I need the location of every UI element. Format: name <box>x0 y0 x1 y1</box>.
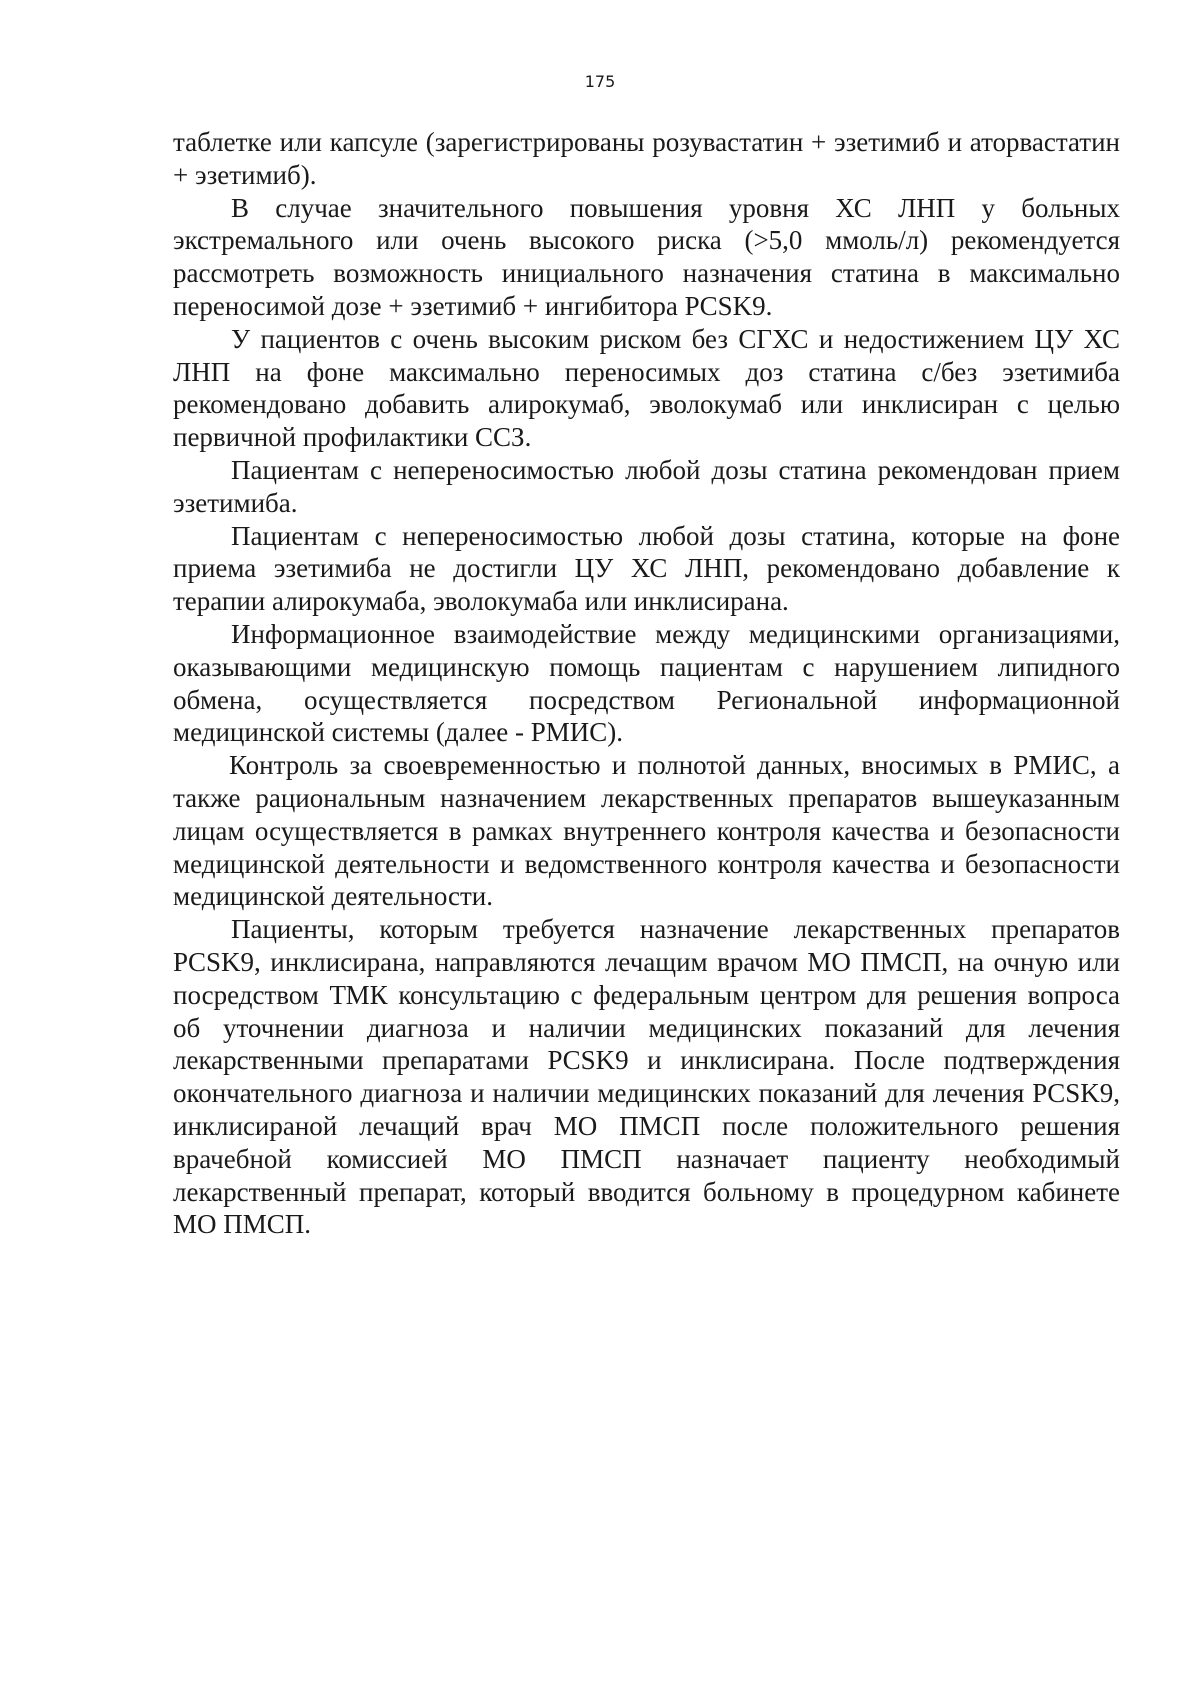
paragraph-rmis-interaction: Информационное взаимодействие между медицинскими организациями, оказывающими медицинскую помощь пациентам с нарушением липидного обмена, осуществляется посредством Региональной информационной медицинской системы (далее - РМИС). <box>173 618 1120 748</box>
paragraph-ldl-high-risk: В случае значительного повышения уровня ХС ЛНП у больных экстремального или очень высокого риска (>5,0 ммоль/л) рекомендуется рассмотреть возможность инициального назначения статина в максимально переносимой дозе + эзетимиб + ингибитора PCSK9. <box>173 192 1120 321</box>
paragraph-continuation: таблетке или капсуле (зарегистрированы розувастатин + эзетимиб и аторвастатин + эзетимиб). <box>173 127 1120 190</box>
paragraph-quality-control: Контроль за своевременностью и полнотой данных, вносимых в РМИС, а также рациональным назначением лекарственных препаратов вышеуказанным лицам осуществляется в рамках внутреннего контроля качества и безопасности медицинской деятельности и ведомственного контроля качества и безопасности медицинской деятельности. <box>173 750 1120 912</box>
paragraph-ezetimibe-failure: Пациентам с непереносимостью любой дозы статина, которые на фоне приема эзетимиба не достигли ЦУ ХС ЛНП, рекомендовано добавление к терапии алирокумаба, эволокумаба или инклисирана. <box>173 520 1120 617</box>
document-body <box>173 126 1120 1241</box>
paragraph-very-high-risk: У пациентов с очень высоким риском без СГХС и недостижением ЦУ ХС ЛНП на фоне максимально переносимых доз статина с/без эзетимиба рекомендовано добавить алирокумаб, эволокумаб или инклисиран с целью первичной профилактики ССЗ. <box>173 323 1120 453</box>
paragraph-pcsk9-referral: Пациенты, которым требуется назначение лекарственных препаратов PCSK9, инклисирана, направляются лечащим врачом МО ПМСП, на очную или посредством ТМК консультацию с федеральным центром для решения вопроса об уточнении диагноза и наличии медицинских показаний для лечения лекарственными препаратами PCSK9 и инклисирана. После подтверждения окончательного диагноза и наличии медицинских показаний для лечения PCSK9, инклисираной лечащий врач МО ПМСП после положительного решения врачебной комиссией МО ПМСП назначает пациенту необходимый лекарственный препарат, который вводится больному в процедурном кабинете МО ПМСП. <box>173 914 1120 1240</box>
page-number: 175 <box>584 72 616 91</box>
paragraph-statin-intolerance: Пациентам с непереносимостью любой дозы статина рекомендован прием эзетимиба. <box>173 454 1120 518</box>
